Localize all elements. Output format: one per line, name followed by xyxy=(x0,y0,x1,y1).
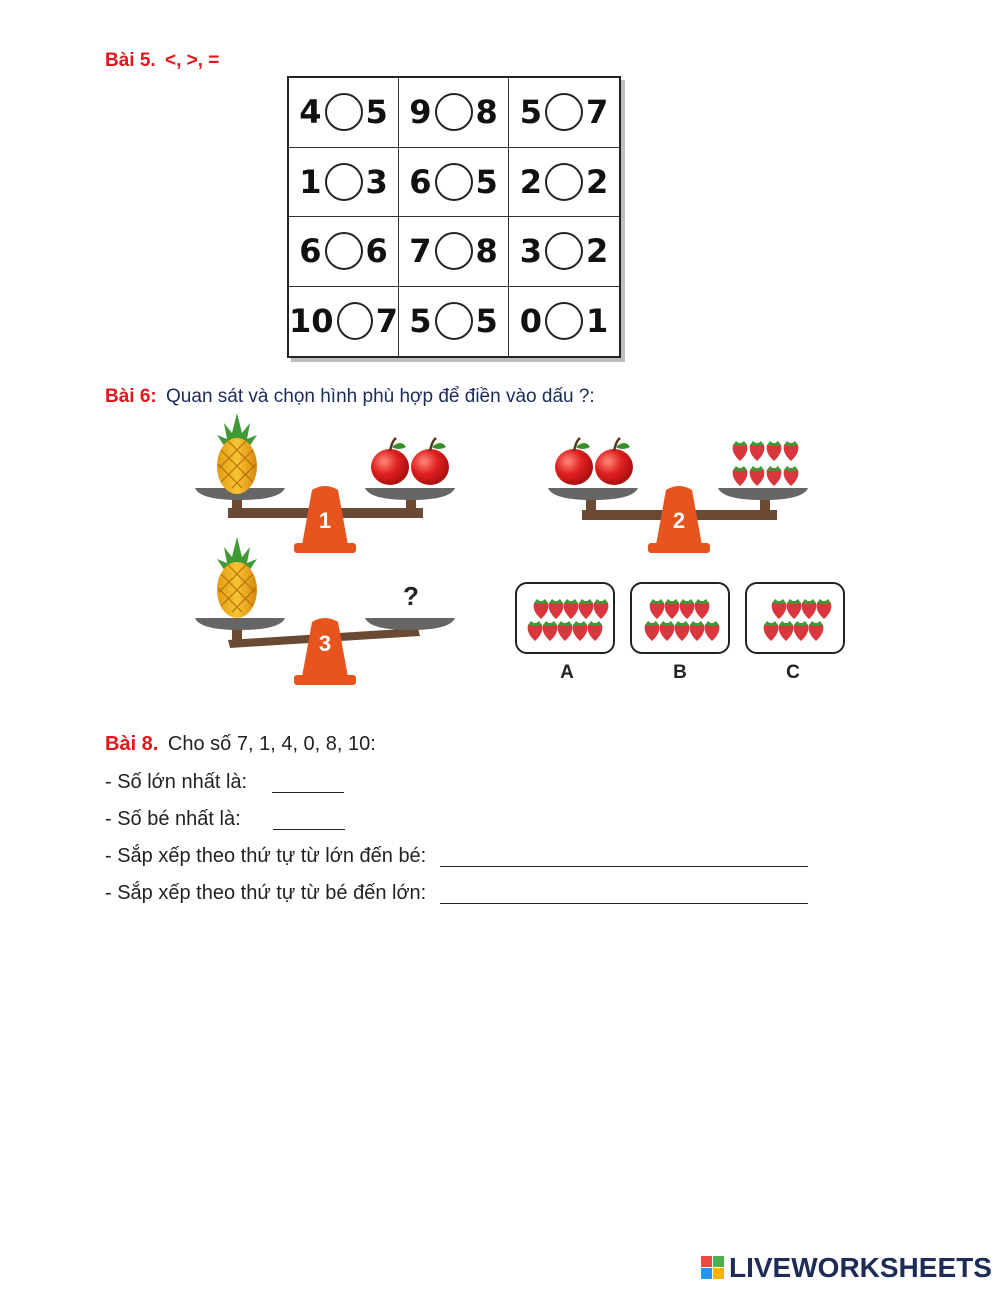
comparison-answer-circle[interactable] xyxy=(435,232,473,270)
pineapple-icon xyxy=(217,537,257,618)
strawberries-8-icon xyxy=(747,584,843,652)
left-number: 5 xyxy=(519,93,542,132)
apple-icon xyxy=(595,438,633,485)
right-number: 8 xyxy=(475,232,498,271)
scale-1-number: 1 xyxy=(318,508,332,533)
strawberries-10-icon xyxy=(517,584,613,652)
left-number: 1 xyxy=(299,162,322,201)
right-number: 5 xyxy=(365,93,388,132)
apple-icon xyxy=(371,438,409,485)
liveworksheets-logo-icon xyxy=(700,1255,726,1281)
comparison-cell xyxy=(399,148,509,218)
logo-text: LIVEWORKSHEETS xyxy=(729,1252,992,1283)
comparison-answer-circle[interactable] xyxy=(545,93,583,131)
option-c-box[interactable] xyxy=(745,582,845,654)
line-desc-text: - Sắp xếp theo thứ tự từ lớn đến bé: xyxy=(105,845,427,867)
liveworksheets-logo xyxy=(700,1252,992,1284)
option-c-letter: C xyxy=(786,662,800,683)
left-number: 3 xyxy=(519,232,542,271)
left-number: 10 xyxy=(289,302,334,341)
scale-3 xyxy=(195,537,455,685)
line-largest-text: - Số lớn nhất là: xyxy=(105,771,248,793)
answer-largest-field[interactable] xyxy=(272,772,344,793)
comparison-cell xyxy=(289,217,399,287)
bai5-instruction: <, >, = xyxy=(164,50,220,71)
right-number: 8 xyxy=(475,93,498,132)
comparison-cell xyxy=(509,217,619,287)
line-smallest-text: - Số bé nhất là: xyxy=(105,808,241,830)
comparison-answer-circle[interactable] xyxy=(435,163,473,201)
left-number: 7 xyxy=(409,232,432,271)
comparison-cell xyxy=(289,287,399,357)
right-number: 7 xyxy=(586,93,609,132)
left-number: 2 xyxy=(519,162,542,201)
right-number: 2 xyxy=(586,162,609,201)
left-number: 4 xyxy=(299,93,322,132)
comparison-answer-circle[interactable] xyxy=(337,302,373,340)
comparison-answer-circle[interactable] xyxy=(545,302,583,340)
comparison-cell xyxy=(399,217,509,287)
bai8-instruction: Cho số 7, 1, 4, 0, 8, 10: xyxy=(167,733,376,755)
option-b-letter: B xyxy=(673,662,687,683)
comparison-cell xyxy=(509,78,619,148)
comparison-cell xyxy=(399,287,509,357)
bai6-instruction: Quan sát và chọn hình phù hợp để điền vào dấu ?: xyxy=(166,386,595,407)
balance-scenes xyxy=(0,400,1000,700)
left-number: 0 xyxy=(519,302,542,341)
scale-1 xyxy=(195,413,455,553)
right-number: 5 xyxy=(475,302,498,341)
bai5-label: Bài 5. xyxy=(105,50,156,71)
comparison-answer-circle[interactable] xyxy=(435,93,473,131)
question-mark: ? xyxy=(403,581,419,611)
comparison-grid xyxy=(287,76,621,358)
option-b-box[interactable] xyxy=(630,582,730,654)
right-number: 7 xyxy=(375,302,398,341)
scale-3-number: 3 xyxy=(318,631,332,656)
comparison-answer-circle[interactable] xyxy=(545,232,583,270)
bai6-label: Bài 6: xyxy=(105,386,157,407)
line-desc xyxy=(105,838,808,875)
right-number: 1 xyxy=(586,302,609,341)
answer-asc-field[interactable] xyxy=(440,883,808,904)
left-number: 6 xyxy=(409,162,432,201)
comparison-cell xyxy=(509,148,619,218)
right-number: 6 xyxy=(365,232,388,271)
comparison-cell xyxy=(289,78,399,148)
scale-2 xyxy=(548,438,808,553)
comparison-answer-circle[interactable] xyxy=(325,163,363,201)
strawberries-9-icon xyxy=(632,584,728,652)
apple-icon xyxy=(555,438,593,485)
comparison-answer-circle[interactable] xyxy=(325,232,363,270)
bai8-lines xyxy=(105,764,808,912)
comparison-answer-circle[interactable] xyxy=(435,302,473,340)
option-a-box[interactable] xyxy=(515,582,615,654)
apple-icon xyxy=(411,438,449,485)
answer-smallest-field[interactable] xyxy=(273,809,345,830)
bai5-title xyxy=(105,50,219,72)
comparison-cell xyxy=(399,78,509,148)
comparison-answer-circle[interactable] xyxy=(545,163,583,201)
line-smallest xyxy=(105,801,808,838)
scale-2-number: 2 xyxy=(672,508,686,533)
option-a-letter: A xyxy=(560,662,574,683)
right-number: 2 xyxy=(586,232,609,271)
left-number: 5 xyxy=(409,302,432,341)
line-asc xyxy=(105,875,808,912)
comparison-cell xyxy=(289,148,399,218)
bai8-title xyxy=(105,733,376,756)
right-number: 3 xyxy=(365,162,388,201)
pineapple-icon xyxy=(217,413,257,494)
left-number: 6 xyxy=(299,232,322,271)
line-asc-text: - Sắp xếp theo thứ tự từ bé đến lớn: xyxy=(105,882,427,904)
right-number: 5 xyxy=(475,162,498,201)
comparison-answer-circle[interactable] xyxy=(325,93,363,131)
left-number: 9 xyxy=(409,93,432,132)
answer-desc-field[interactable] xyxy=(440,846,808,867)
bai8-label: Bài 8. xyxy=(105,733,159,755)
line-largest xyxy=(105,764,808,801)
strawberry-group xyxy=(733,441,799,486)
comparison-cell xyxy=(509,287,619,357)
